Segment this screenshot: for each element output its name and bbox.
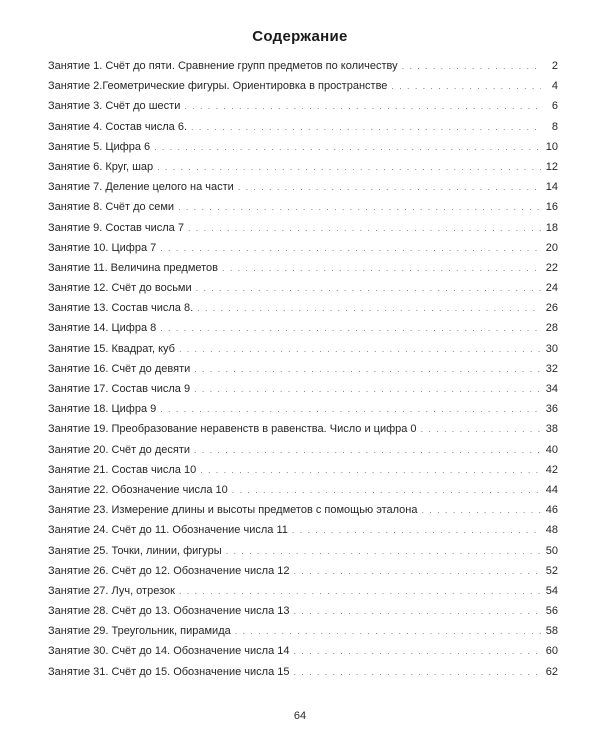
toc-entry-title: Занятие 2.Геометрические фигуры. Ориентировка в пространстве xyxy=(48,80,388,93)
toc-entry-page: 32 xyxy=(545,362,558,375)
toc-entry-page: 18 xyxy=(545,221,558,234)
toc-entry-page: 42 xyxy=(545,463,558,476)
toc-row xyxy=(48,662,558,682)
toc-entry-page: 10 xyxy=(545,140,558,153)
toc-entry-page: 54 xyxy=(545,584,558,597)
toc-entry-page: 56 xyxy=(545,605,558,618)
toc-entry-title: Занятие 4. Состав числа 6. xyxy=(48,120,188,133)
toc-row xyxy=(48,96,558,116)
toc-row xyxy=(48,379,558,399)
toc-row xyxy=(48,500,558,520)
toc-row xyxy=(48,520,558,540)
toc-entry-page: 48 xyxy=(545,524,558,537)
toc-entry-title: Занятие 21. Состав числа 10 xyxy=(48,463,197,476)
toc-entry-title: Занятие 13. Состав числа 8. xyxy=(48,302,194,315)
toc-leader-dots xyxy=(238,177,541,197)
toc-row xyxy=(48,76,558,96)
toc-entry-title: Занятие 19. Преобразование неравенств в равенства. Число и цифра 0 xyxy=(48,423,417,436)
toc-entry-title: Занятие 1. Счёт до пяти. Сравнение групп предметов по количеству xyxy=(48,60,398,72)
toc-entry-page: 16 xyxy=(545,201,558,214)
toc-leader-dots xyxy=(421,419,541,439)
toc-row xyxy=(48,581,558,601)
toc-entry-title: Занятие 22. Обозначение числа 10 xyxy=(48,483,228,496)
toc-row xyxy=(48,298,558,318)
toc-entry-title: Занятие 9. Состав числа 7 xyxy=(48,221,184,234)
toc-entry-title: Занятие 25. Точки, линии, фигуры xyxy=(48,544,222,557)
toc-row xyxy=(48,318,558,338)
toc-leader-dots xyxy=(292,520,541,540)
toc-row xyxy=(48,238,558,258)
toc-row xyxy=(48,541,558,561)
toc-entry-page: 46 xyxy=(545,504,558,517)
toc-entry-title: Занятие 17. Состав числа 9 xyxy=(48,383,191,395)
toc-leader-dots xyxy=(222,258,541,278)
toc-leader-dots xyxy=(157,157,541,177)
toc-leader-dots xyxy=(194,379,541,399)
toc-row xyxy=(48,621,558,641)
toc-leader-dots xyxy=(294,641,542,661)
toc-leader-dots xyxy=(154,137,541,157)
toc-leader-dots xyxy=(200,460,541,480)
toc-leader-dots xyxy=(294,601,542,621)
toc-entry-page: 28 xyxy=(545,322,558,335)
toc-entry-page: 14 xyxy=(545,181,558,194)
toc-entry-page: 6 xyxy=(551,100,558,113)
toc-row xyxy=(48,137,558,157)
toc-entry-title: Занятие 14. Цифра 8 xyxy=(48,322,157,335)
toc-entry-title: Занятие 7. Деление целого на части xyxy=(48,181,234,194)
toc-leader-dots xyxy=(188,218,541,238)
toc-entry-page: 12 xyxy=(545,160,558,173)
toc-entry-page: 4 xyxy=(551,80,558,93)
toc-entry-title: Занятие 27. Луч, отрезок xyxy=(48,584,175,597)
toc-entry-title: Занятие 5. Цифра 6 xyxy=(48,140,151,153)
toc-entry-title: Занятие 28. Счёт до 13. Обозначение числа 13 xyxy=(48,605,290,618)
toc-entry-page: 50 xyxy=(545,544,558,557)
toc-entry-title: Занятие 15. Квадрат, куб xyxy=(48,342,175,355)
toc-row xyxy=(48,258,558,278)
toc-entry-page: 58 xyxy=(545,625,558,638)
toc-leader-dots xyxy=(235,621,541,641)
toc-entry-page: 52 xyxy=(545,564,558,577)
toc-entry-page: 62 xyxy=(545,665,558,678)
toc-entry-page: 34 xyxy=(545,383,558,395)
toc-entry-title: Занятие 10. Цифра 7 xyxy=(48,241,157,254)
toc-entry-title: Занятие 3. Счёт до шести xyxy=(48,100,181,113)
toc-entry-title: Занятие 16. Счёт до девяти xyxy=(48,362,191,375)
toc-entry-page: 26 xyxy=(545,302,558,315)
toc-leader-dots xyxy=(179,339,541,359)
toc-row xyxy=(48,601,558,621)
toc-row xyxy=(48,480,558,500)
toc-entry-page: 36 xyxy=(545,403,558,416)
toc-entry-title: Занятие 8. Счёт до семи xyxy=(48,201,175,214)
toc-row xyxy=(48,460,558,480)
toc-leader-dots xyxy=(160,238,541,258)
toc-leader-dots xyxy=(197,298,541,318)
toc-leader-dots xyxy=(178,197,541,217)
toc-leader-dots xyxy=(232,480,541,500)
toc-leader-dots xyxy=(294,662,542,682)
toc-entry-title: Занятие 12. Счёт до восьми xyxy=(48,282,192,295)
toc-leader-dots xyxy=(160,318,541,338)
toc-entry-page: 22 xyxy=(545,261,558,274)
toc-entry-page: 2 xyxy=(551,60,558,72)
toc-leader-dots xyxy=(194,440,541,460)
toc-entry-title: Занятие 11. Величина предметов xyxy=(48,261,219,274)
toc-row xyxy=(48,399,558,419)
toc-row xyxy=(48,419,558,439)
page-title: Содержание xyxy=(252,28,348,45)
toc-row xyxy=(48,339,558,359)
toc-leader-dots xyxy=(184,96,541,116)
toc-entry-title: Занятие 23. Измерение длины и высоты предметов с помощью эталона xyxy=(48,504,418,517)
toc-leader-dots xyxy=(422,500,542,520)
toc-row xyxy=(48,177,558,197)
toc-row xyxy=(48,359,558,379)
table-of-contents xyxy=(48,56,558,682)
toc-leader-dots xyxy=(179,581,541,601)
toc-row xyxy=(48,278,558,298)
toc-entry-title: Занятие 30. Счёт до 14. Обозначение числа 14 xyxy=(48,645,290,658)
toc-entry-page: 24 xyxy=(545,282,558,295)
toc-entry-title: Занятие 18. Цифра 9 xyxy=(48,403,157,416)
toc-entry-title: Занятие 26. Счёт до 12. Обозначение числа 12 xyxy=(48,564,290,577)
toc-row xyxy=(48,117,558,137)
toc-leader-dots xyxy=(402,56,541,76)
toc-leader-dots xyxy=(294,561,542,581)
toc-leader-dots xyxy=(191,117,541,137)
toc-entry-title: Занятие 24. Счёт до 11. Обозначение числа 11 xyxy=(48,524,288,537)
toc-leader-dots xyxy=(226,541,541,561)
toc-leader-dots xyxy=(194,359,541,379)
toc-entry-title: Занятие 20. Счёт до десяти xyxy=(48,443,191,456)
toc-entry-page: 60 xyxy=(545,645,558,658)
page-number: 64 xyxy=(293,710,307,722)
toc-entry-title: Занятие 31. Счёт до 15. Обозначение числа 15 xyxy=(48,665,290,678)
toc-leader-dots xyxy=(196,278,541,298)
toc-row xyxy=(48,218,558,238)
toc-entry-page: 44 xyxy=(545,483,558,496)
toc-row xyxy=(48,197,558,217)
toc-row xyxy=(48,440,558,460)
toc-row xyxy=(48,641,558,661)
toc-entry-page: 8 xyxy=(551,120,558,133)
toc-entry-page: 30 xyxy=(545,342,558,355)
toc-row xyxy=(48,561,558,581)
toc-entry-page: 40 xyxy=(545,443,558,456)
toc-row xyxy=(48,157,558,177)
toc-entry-title: Занятие 29. Треугольник, пирамида xyxy=(48,625,231,638)
toc-leader-dots xyxy=(391,76,541,96)
toc-leader-dots xyxy=(160,399,541,419)
toc-entry-page: 38 xyxy=(545,423,558,436)
toc-entry-title: Занятие 6. Круг, шар xyxy=(48,160,154,173)
toc-entry-page: 20 xyxy=(545,241,558,254)
toc-row xyxy=(48,56,558,76)
